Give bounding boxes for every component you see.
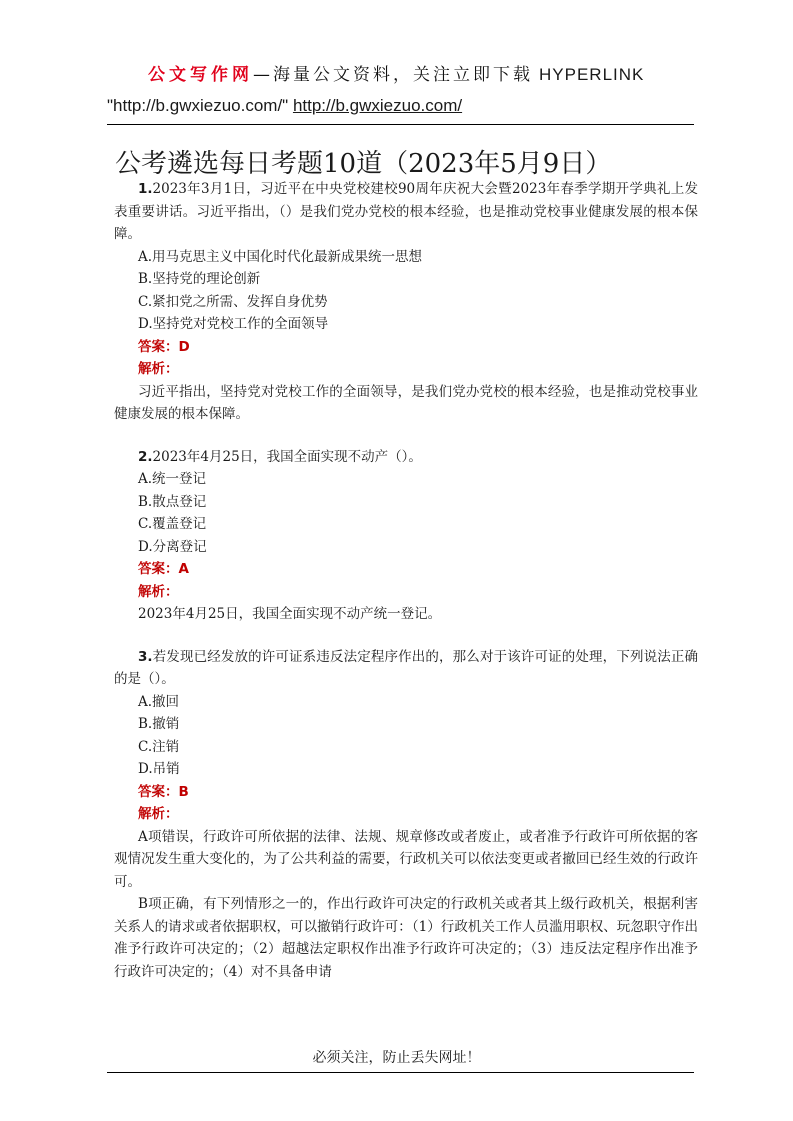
analysis-text: 习近平指出，坚持党对党校工作的全面领导，是我们党办党校的根本经验，也是推动党校事业健康发展的根本保障。 xyxy=(114,383,698,422)
site-link[interactable]: http://b.gwxiezuo.com/ xyxy=(292,96,463,115)
question-text: 2023年3月1日，习近平在中央党校建校90周年庆祝大会暨2023年春季学期开学典礼上发表重要讲话。习近平指出，（）是我们党办党校的根本经验，也是推动党校事业健康发展的根本保障。 xyxy=(114,181,698,242)
option-item: A.撤回 xyxy=(138,693,180,710)
answer-value: A xyxy=(178,561,189,577)
analysis-label: 解析： xyxy=(138,806,179,822)
option-item: D.吊销 xyxy=(138,761,180,777)
answer-label: 答案： xyxy=(138,561,179,577)
question-number: 1. xyxy=(138,181,153,197)
answer-line xyxy=(114,336,698,359)
question-stem xyxy=(114,178,698,246)
site-brand[interactable]: 公文写作网 xyxy=(148,65,253,85)
page-title: 公考遴选每日考题10道（2023年5月9日） xyxy=(115,149,612,179)
answer-line xyxy=(114,558,698,581)
footer-divider xyxy=(107,1072,694,1073)
question-content xyxy=(114,178,698,983)
footer-notice: 必须关注，防止丢失网址！ xyxy=(312,1050,481,1066)
option-item: D.分离登记 xyxy=(138,538,207,555)
answer-label: 答案： xyxy=(138,783,179,800)
hyperlink-field-code: HYPERLINK xyxy=(539,65,645,84)
spacer xyxy=(114,626,698,646)
option-item: C.覆盖登记 xyxy=(138,516,207,532)
question-stem xyxy=(114,446,698,469)
option-item: C.紧扣党之所需、发挥自身优势 xyxy=(138,293,328,310)
answer-value: B xyxy=(178,783,189,800)
spacer xyxy=(114,426,698,446)
option-item: B.散点登记 xyxy=(138,493,207,510)
analysis-label: 解析： xyxy=(138,361,179,377)
analysis-label: 解析： xyxy=(138,583,179,600)
question-stem xyxy=(114,646,698,691)
header-link-line xyxy=(107,96,462,116)
option-item: B.撤销 xyxy=(138,716,180,732)
analysis-text: 2023年4月25日，我国全面实现不动产统一登记。 xyxy=(138,606,442,622)
site-tagline: —海量公文资料，关注立即下载 xyxy=(253,65,533,85)
question-text: 2023年4月25日，我国全面实现不动产（）。 xyxy=(152,448,422,465)
link-field-quoted: "http://b.gwxiezuo.com/" xyxy=(107,96,289,115)
option-item: A.用马克思主义中国化时代化最新成果统一思想 xyxy=(138,248,423,265)
analysis-text: B项正确，有下列情形之一的，作出行政许可决定的行政机关或者其上级行政机关，根据利害关系人的请求或者依据职权，可以撤销行政许可：（1）行政机关工作人员滥用职权、玩忽职守作出准予行政许可决定的；（2）超越法定职权作出准予行政许可决定的；（3）违反法定程序作出准予行政许可决定的；（4）对不具备申请 xyxy=(114,896,698,980)
answer-label: 答案： xyxy=(138,338,179,355)
option-item: B.坚持党的理论创新 xyxy=(138,271,261,287)
header-banner xyxy=(148,60,708,86)
option-item: C.注销 xyxy=(138,738,180,755)
option-item: D.坚持党对党校工作的全面领导 xyxy=(138,316,329,332)
question-number: 3. xyxy=(138,648,153,665)
question-number: 2. xyxy=(138,448,153,465)
answer-value: D xyxy=(178,338,190,355)
answer-line xyxy=(114,781,698,804)
option-item: A.统一登记 xyxy=(138,471,207,487)
question-text: 若发现已经发放的许可证系违反法定程序作出的，那么对于该许可证的处理，下列说法正确的是（）。 xyxy=(114,648,698,687)
header-divider xyxy=(107,124,694,125)
analysis-text: A项错误，行政许可所依据的法律、法规、规章修改或者废止，或者准予行政许可所依据的客观情况发生重大变化的，为了公共利益的需要，行政机关可以依法变更或者撤回已经生效的行政许可。 xyxy=(114,828,698,890)
